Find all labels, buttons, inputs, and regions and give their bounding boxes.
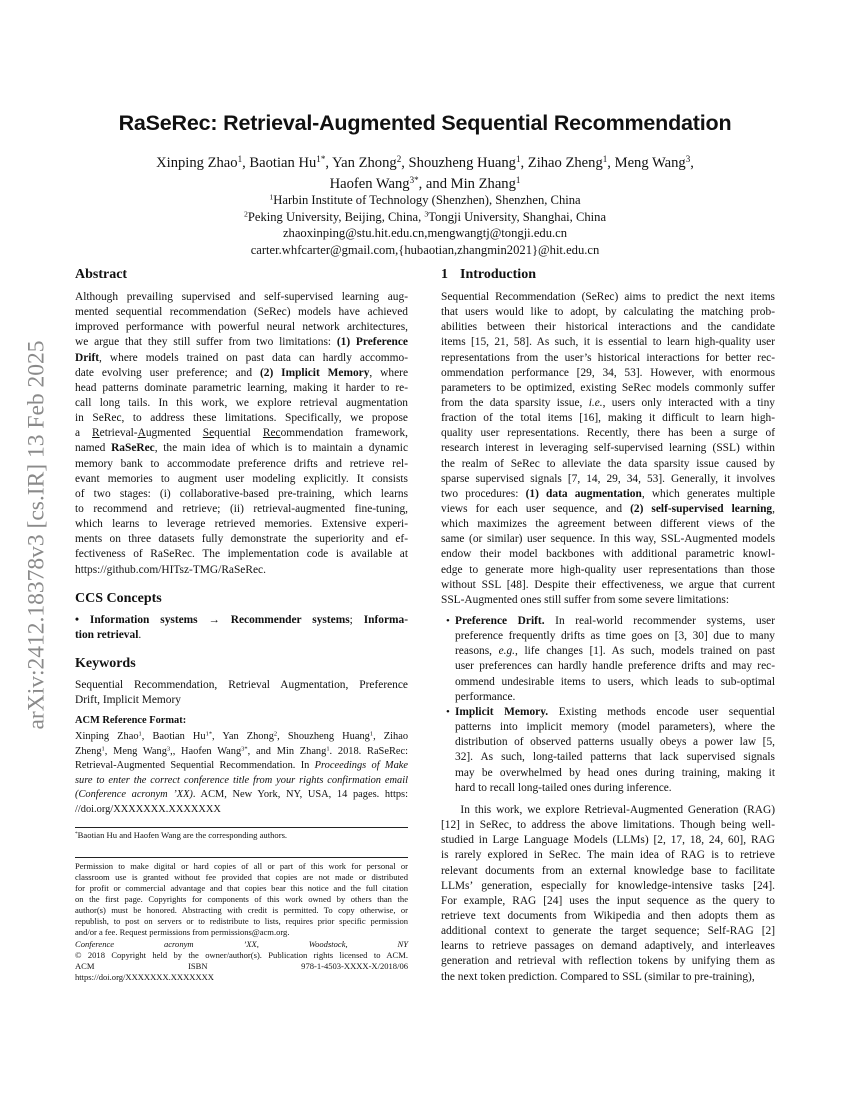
text-line: [75, 759, 408, 774]
text-line: [75, 872, 408, 883]
text-line: [75, 457, 408, 472]
text-segment: ,, Haofen Wang: [170, 745, 242, 757]
text-segment: edge to generate more high-quality user representations than those: [441, 563, 775, 576]
text-segment: Although prevailing supervised and self-supervised learning aug-: [75, 291, 408, 303]
text-segment: , Yan Zhong: [212, 731, 274, 742]
text-segment: of two stages: (i) collaborative-based pre-training, which learns: [75, 487, 408, 500]
bullet-text: [455, 614, 775, 705]
text-segment: i.e.: [588, 396, 603, 409]
text-line: [441, 441, 775, 456]
text-segment: (Conference acronym ’XX): [75, 789, 193, 800]
text-segment: same (or similar) user sequence. In this way, SSL-Augmented models: [441, 533, 775, 546]
abstract-heading: Abstract: [75, 267, 128, 282]
text-line: [75, 613, 408, 628]
text-segment: Sequential Recommendation (SeRec) aims to predict the next items: [441, 291, 775, 303]
arxiv-identifier: arXiv:2412.18378v3 [cs.IR] 13 Feb 2025: [23, 340, 50, 730]
text-segment: learns to retrieve passages on demand adaptively, and interleaves: [441, 940, 775, 953]
text-segment: a: [75, 427, 93, 440]
text-segment: Implicit Memory.: [455, 706, 549, 718]
superscript: 1: [138, 730, 142, 738]
introduction-heading: [441, 267, 775, 283]
text-segment: zhaoxinping@stu.hit.edu.cn,mengwangtj@tongji.edu.cn: [282, 226, 568, 240]
text-line: [75, 950, 408, 961]
text-segment: the next token prediction. Compared to SSL (similar to pre-training),: [441, 970, 755, 983]
introduction-paragraph-1: [441, 290, 775, 608]
text-line: [75, 366, 408, 381]
text-segment: Sequential Recommendation, Retrieval Augmentation, Preference: [75, 679, 408, 691]
text-line: [75, 335, 408, 350]
superscript: 2: [243, 209, 248, 219]
text-line: [455, 766, 775, 781]
text-segment: ommendation framework,: [280, 427, 408, 440]
text-line: [75, 916, 408, 927]
superscript: 3: [424, 209, 429, 219]
text-line: [441, 351, 775, 366]
text-segment: views for each user sequence, and: [441, 502, 631, 515]
text-segment: (1) Preference: [336, 336, 408, 349]
text-segment: head patterns dominate parametric learning, making it harder to re-: [75, 381, 408, 394]
text-segment: , Baotian Hu: [141, 731, 206, 742]
text-line: [75, 396, 408, 411]
text-line: [441, 502, 775, 517]
text-segment: Se: [202, 427, 215, 440]
text-segment: Preference Drift.: [455, 615, 545, 627]
text-line: [441, 563, 775, 578]
text-segment: parameters to be optimized, existing SeRec models commonly suffer: [441, 381, 775, 394]
text-segment: endow their model backbones with additional parametric knowl-: [441, 548, 775, 561]
ccs-heading: CCS Concepts: [75, 591, 162, 606]
text-segment: , which generates multiple: [641, 487, 775, 500]
text-line: [75, 905, 408, 916]
text-segment: performance.: [455, 690, 516, 703]
text-line: [75, 961, 408, 972]
text-line: [441, 970, 775, 985]
text-segment: , Meng Wang: [607, 155, 686, 171]
section-title: Introduction: [460, 267, 536, 282]
text-line: [441, 487, 775, 502]
text-segment: Tongji University, Shanghai, China: [428, 209, 607, 224]
text-segment: reasons,: [455, 645, 499, 658]
text-segment: abilities between their historical interactions and the candidate: [441, 321, 775, 334]
text-segment: For example, RAG [24] uses the input sequence as the query to: [441, 894, 775, 907]
text-segment: without SSL [48]. Despite their effectiveness, we argue that current: [441, 578, 775, 591]
text-segment: carter.whfcarter@gmail.com,{hubaotian,zhangmin2021}@hit.edu.cn: [250, 242, 600, 257]
superscript: 1: [369, 730, 374, 738]
text-segment: ,: [690, 155, 694, 171]
text-line: [75, 745, 408, 760]
text-line: [441, 290, 775, 305]
text-segment: , Shouzheng Huang: [277, 731, 370, 742]
section-number: 1: [441, 267, 448, 282]
text-segment: In real-world recommender systems, user: [544, 615, 775, 627]
text-line: [75, 927, 408, 938]
text-segment: , and Min Zhang: [247, 745, 327, 757]
text-segment: ommend undesirable items to users, which leads to sub-optimal: [455, 675, 775, 688]
text-segment: quality user representations. Recently, there has been a surge of: [441, 427, 775, 440]
superscript: 1*: [205, 730, 213, 738]
text-segment: named: [75, 442, 112, 455]
text-line: [441, 472, 775, 487]
text-line: [441, 411, 775, 426]
bullet-icon: •: [446, 615, 450, 627]
text-segment: ACM ISBN 978-1-4503-XXXX-X/2018/06: [75, 961, 408, 971]
text-segment: https://github.com/HITsz-TMG/RaSeRec.: [75, 563, 266, 576]
text-segment: 32]. As such, long-tailed patterns that lack supervised signals: [455, 751, 775, 764]
text-segment: [12] in SeRec, to address the above limitations. Though being well-: [441, 819, 775, 832]
text-segment: date evolving user preference; and: [75, 366, 260, 379]
text-line: [441, 909, 775, 924]
text-line: [75, 381, 408, 396]
text-line: [75, 487, 408, 502]
text-line: [441, 818, 775, 833]
text-line: [441, 593, 775, 608]
introduction-paragraph-2: [441, 803, 775, 985]
text-segment: patterns into implicit memory (model parameters), where the: [455, 721, 775, 734]
text-segment: Conference acronym ’XX, Woodstock, NY: [75, 939, 408, 949]
text-segment: sure to enter the correct conference title from your rights confirmation email: [75, 774, 408, 786]
text-segment: , where models trained on past data can hardly accommo-: [99, 351, 408, 364]
bullet-preference-drift: [446, 614, 775, 705]
text-line: [60, 242, 790, 259]
text-segment: which maximizes the agreement between different views of the: [441, 518, 775, 531]
acm-reference-format: [75, 730, 408, 817]
superscript: 3: [685, 154, 691, 165]
text-line: [75, 305, 408, 320]
text-segment: Proceedings of Make: [314, 760, 408, 771]
text-segment: additional context to generate the target sequence; Self-RAG [2]: [441, 925, 775, 938]
superscript: 3: [166, 744, 171, 752]
permission-notice: [75, 861, 408, 938]
superscript: 1: [602, 154, 608, 165]
text-line: [441, 517, 775, 532]
text-segment: RaSeRec: [111, 442, 155, 455]
text-line: [75, 883, 408, 894]
text-segment: retrieve text documents from Wikipedia and then adopts them as: [441, 909, 775, 922]
text-segment: items [15, 21, 58]. As such, it is essential to learn high-quality user: [441, 336, 775, 349]
text-line: [441, 532, 775, 547]
text-segment: Haofen Wang: [329, 175, 410, 192]
text-segment: In this work, we explore Retrieval-Augmented Generation (RAG): [441, 804, 775, 816]
text-line: [441, 864, 775, 879]
text-line: [441, 305, 775, 320]
text-segment: for profit or commercial advantage and that copies bear this notice and the full citation: [75, 883, 408, 893]
text-segment: LLMs’ generation, especially for knowledge-intensive tasks [24].: [441, 879, 775, 892]
text-segment: Drift: [75, 351, 100, 364]
text-segment: //doi.org/XXXXXXX.XXXXXXX: [75, 803, 221, 815]
text-segment: in SeRec, to address these limitations. Specifically, we propose: [75, 412, 408, 425]
text-line: [75, 426, 408, 441]
text-line: [60, 174, 790, 195]
text-line: [75, 803, 408, 818]
text-segment: , where: [369, 366, 408, 379]
superscript: 1: [269, 192, 274, 202]
text-line: [75, 678, 408, 693]
text-line: [75, 939, 408, 950]
text-segment: Informa-: [363, 614, 408, 626]
text-segment: that users would like to adopt, by calculating the matching prob-: [441, 306, 775, 319]
text-segment: ments on three datasets fully demonstrate the superiority and ef-: [75, 533, 408, 546]
text-line: [455, 720, 775, 735]
text-line: [441, 396, 775, 411]
text-segment: Retrieval-Augmented Sequential Recommendation. In: [75, 760, 315, 771]
superscript: 1: [515, 154, 521, 165]
text-segment: https://doi.org/XXXXXXX.XXXXXXX: [75, 972, 214, 982]
text-segment: the realm of SeRec to alleviate the data sparsity issue caused by: [441, 457, 775, 470]
permission-divider: [75, 857, 408, 858]
text-segment: may be overwhelmed by head ones during training, making it: [455, 766, 775, 779]
text-segment: hard to recall long-tailed ones during inference.: [455, 781, 672, 794]
text-segment: Permission to make digital or hard copies of all or part of this work for personal or: [75, 861, 408, 871]
keywords-list: [75, 678, 408, 708]
text-line: [455, 750, 775, 765]
text-segment: • Information systems → Recommender systems: [75, 614, 350, 626]
text-line: [60, 153, 790, 174]
text-segment: from the data sparsity issue,: [441, 396, 589, 409]
text-line: [441, 848, 775, 863]
superscript: 1: [515, 174, 521, 185]
text-segment: Zheng: [75, 745, 102, 757]
text-segment: Peking University, Beijing, China,: [247, 209, 425, 224]
text-line: [441, 547, 775, 562]
text-segment: sparse supervised signals [7, 14, 29, 34, 53]. Generally, it involves: [441, 472, 775, 485]
text-segment: . 2018. RaSeRec:: [329, 745, 408, 757]
text-segment: which learns to leverage retrieved memories. Extensive experi-: [75, 518, 408, 531]
text-segment: author(s) must be honored. Abstracting with credit is permitted. To copy otherwise, or: [75, 905, 408, 915]
text-line: [455, 781, 775, 796]
superscript: 2: [396, 154, 402, 165]
superscript: 1: [237, 154, 243, 165]
text-line: [75, 532, 408, 547]
text-line: [75, 290, 408, 305]
text-segment: Harbin Institute of Technology (Shenzhen), Shenzhen, China: [273, 193, 581, 207]
text-segment: ugmented: [145, 427, 203, 440]
text-segment: on the first page. Copyrights for components of this work owned by others than the: [75, 894, 408, 904]
text-segment: distribution of observed patterns usually obeys a power law [5,: [455, 736, 775, 749]
text-line: [455, 644, 775, 659]
text-line: [441, 335, 775, 350]
text-segment: ;: [349, 614, 364, 626]
text-segment: is rarely explored in SeRec. The main idea of RAG is to retrieve: [441, 849, 775, 862]
text-segment: R: [92, 427, 100, 440]
text-line: [75, 320, 408, 335]
text-segment: , the main idea of which is to maintain a dynamic: [154, 442, 409, 455]
text-line: [75, 861, 408, 872]
text-segment: call long tails. In this work, we explore retrieval augmentation: [75, 396, 408, 409]
superscript: 1*: [316, 154, 326, 165]
author-list: [60, 153, 790, 194]
text-line: [441, 426, 775, 441]
text-line: [75, 894, 408, 905]
text-line: [441, 578, 775, 593]
text-segment: generation and retrieval with reflection tokens by unifying them as: [441, 955, 775, 968]
bullet-icon: •: [446, 706, 450, 718]
publication-info: [75, 939, 408, 983]
text-segment: improved performance with powerful neural network architectures,: [75, 321, 408, 334]
text-segment: ,: [772, 502, 775, 515]
text-line: [441, 803, 775, 818]
text-segment: © 2018 Copyright held by the owner/author(s). Publication rights licensed to ACM.: [75, 950, 408, 960]
text-segment: user preferences can hardly handle preference drifts and may rec-: [455, 660, 775, 673]
text-segment: to recommend and retrieve; (ii) retrieval-augmented fine-tuning,: [75, 502, 408, 515]
text-segment: (2) Implicit Memory: [259, 366, 370, 379]
acm-reference-heading: ACM Reference Format:: [75, 715, 187, 726]
text-line: [75, 774, 408, 789]
text-line: [75, 730, 408, 745]
text-line: [441, 320, 775, 335]
text-segment: Rec: [262, 427, 281, 440]
text-segment: relevant documents from an external knowledge base to facilitate: [441, 864, 775, 877]
text-line: [75, 693, 408, 708]
text-segment: representations from the user’s historical interactions for better rec-: [441, 351, 775, 364]
text-segment: etrieval-: [99, 427, 138, 440]
text-line: [75, 351, 408, 366]
text-segment: A: [137, 427, 146, 440]
text-line: [455, 659, 775, 674]
ccs-concepts: [75, 613, 408, 643]
bullet-implicit-memory: [446, 705, 775, 796]
text-segment: , Yan Zhong: [325, 155, 397, 171]
text-line: [75, 517, 408, 532]
affiliations: [60, 192, 790, 258]
text-line: [60, 209, 790, 226]
keywords-heading: Keywords: [75, 656, 136, 671]
text-segment: fraction of the total items [16], making it difficult to learn high-: [441, 412, 775, 425]
text-line: [75, 502, 408, 517]
text-segment: two procedures:: [441, 487, 526, 500]
text-segment: republish, to post on servers or to redistribute to lists, requires prior specific permission: [75, 916, 408, 926]
text-segment: e.g.: [498, 645, 516, 658]
bullet-text: [455, 705, 775, 796]
text-line: [75, 441, 408, 456]
text-segment: studied in Large Language Models (LLMs) [2, 17, 18, 24, 60], RAG: [441, 834, 775, 847]
abstract-body: [75, 290, 408, 578]
text-segment: Xinping Zhao: [156, 155, 238, 171]
text-segment: , Shouzheng Huang: [401, 155, 516, 171]
text-line: [75, 547, 408, 562]
text-segment: , Meng Wang: [104, 745, 167, 757]
superscript: 1: [101, 744, 105, 752]
text-segment: , Zihao Zheng: [520, 155, 603, 171]
text-segment: evant memories to augment user modeling explicitly. It consists: [75, 472, 408, 485]
text-segment: Existing methods encode user sequential: [548, 706, 775, 718]
text-segment: ommendation performance [29, 34, 53]. However, with enormous: [441, 366, 775, 379]
superscript: 1: [326, 744, 330, 752]
text-segment: SSL-Augmented ones still suffer from some severe limitations:: [441, 593, 729, 606]
text-line: [441, 954, 775, 969]
text-line: [455, 690, 775, 705]
text-segment: Xinping Zhao: [75, 731, 139, 742]
text-line: [441, 366, 775, 381]
text-line: [75, 628, 408, 643]
text-line: [75, 972, 408, 983]
superscript: 3*: [241, 744, 248, 752]
text-segment: (2) self-supervised learning: [630, 502, 773, 515]
superscript: *: [75, 831, 78, 838]
text-line: [75, 788, 408, 803]
text-segment: .: [138, 629, 142, 642]
text-line: [455, 675, 775, 690]
text-line: [75, 472, 408, 487]
text-segment: , Zihao: [373, 731, 409, 742]
text-line: [455, 614, 775, 629]
text-line: [455, 705, 775, 720]
text-line: [441, 457, 775, 472]
text-line: [75, 830, 408, 841]
text-line: [441, 833, 775, 848]
superscript: 3*: [409, 174, 419, 185]
text-line: [455, 629, 775, 644]
footnote-divider: [75, 827, 408, 828]
text-segment: research interest in leveraging self-supervised learning (SSL) within: [441, 442, 775, 455]
paper-title: RaSeRec: Retrieval-Augmented Sequential Recommendation: [118, 111, 732, 135]
text-segment: , and Min Zhang: [418, 175, 516, 192]
superscript: 2: [273, 730, 278, 738]
text-line: [441, 894, 775, 909]
text-line: [441, 381, 775, 396]
text-segment: and/or a fee. Request permissions from permissions@acm.org.: [75, 927, 290, 937]
text-segment: , life changes [1]. As such, models trained on past: [515, 645, 775, 658]
text-line: [60, 192, 790, 209]
text-line: [60, 225, 790, 242]
text-segment: fectiveness of RaSeRec. The implementation code is available at: [75, 548, 408, 561]
text-segment: classroom use is granted without fee provided that copies are not made or distributed: [75, 872, 408, 882]
text-line: [441, 879, 775, 894]
text-line: [441, 924, 775, 939]
text-segment: preference frequently drifts as time goes on [3, 30] due to many: [455, 630, 775, 643]
text-segment: Drift, Implicit Memory: [75, 694, 181, 707]
text-segment: (1) data augmentation: [525, 487, 642, 500]
text-segment: tion retrieval: [75, 629, 139, 642]
corresponding-author-footnote: [75, 830, 408, 841]
text-segment: memory bank to accommodate preference drifts and retrieve rel-: [75, 457, 408, 470]
text-line: [75, 563, 408, 578]
text-segment: quential: [214, 427, 263, 440]
text-segment: , Baotian Hu: [242, 155, 317, 171]
text-segment: Baotian Hu and Haofen Wang are the corresponding authors.: [77, 830, 288, 840]
text-segment: mented sequential recommendation (SeRec) models have achieved: [75, 306, 408, 319]
text-segment: . ACM, New York, NY, USA, 14 pages. https:: [192, 789, 408, 800]
text-line: [441, 939, 775, 954]
text-segment: , users only interacted with a tiny: [602, 396, 775, 409]
text-line: [455, 735, 775, 750]
text-line: [75, 411, 408, 426]
text-segment: we argue that they still suffer from two limitations:: [75, 336, 337, 349]
